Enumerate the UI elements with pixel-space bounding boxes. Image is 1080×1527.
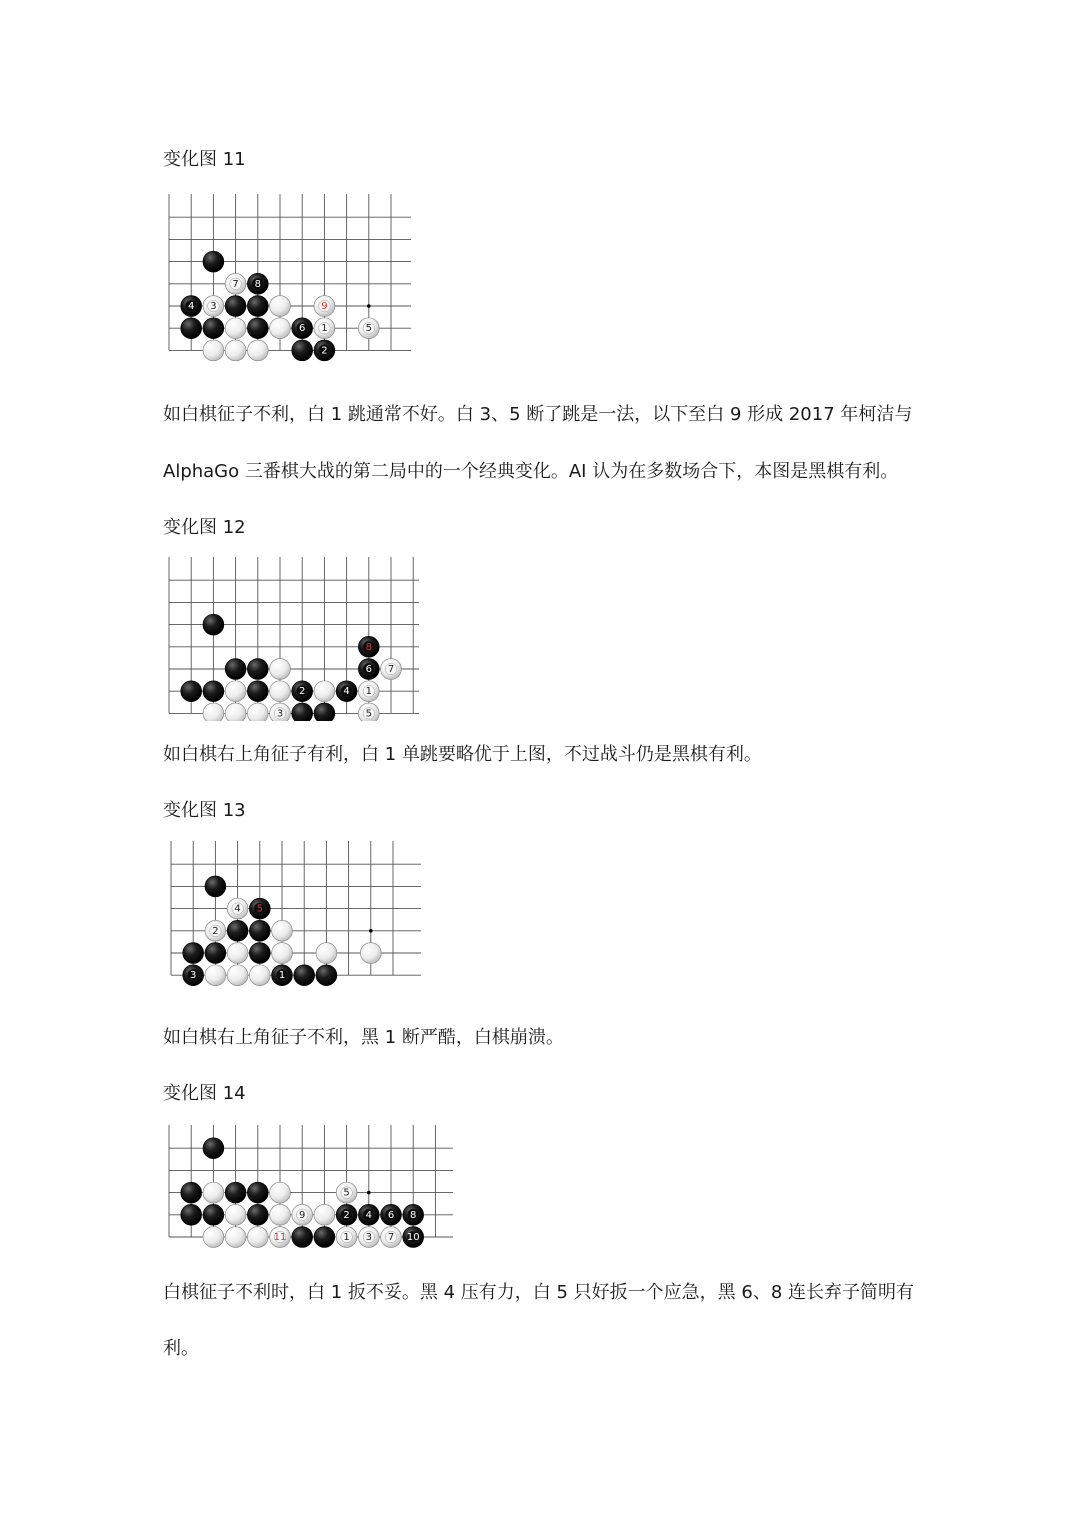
move-number-label: 5: [365, 708, 372, 720]
white-stone: [314, 318, 335, 339]
move-number-label: 1: [343, 1232, 350, 1243]
white-stone: [270, 1227, 291, 1248]
white-stone: [225, 340, 246, 361]
white-stone: [270, 1182, 291, 1203]
black-stone: [336, 681, 357, 702]
black-stone: [183, 943, 204, 964]
black-stone: [403, 1227, 424, 1248]
white-stone: [314, 681, 335, 702]
white-stone: [270, 659, 291, 680]
white-stone: [336, 1182, 357, 1203]
white-stone: [225, 318, 246, 339]
white-stone: [225, 1204, 246, 1225]
white-stone: [203, 1182, 224, 1203]
black-stone: [292, 703, 313, 721]
move-number-label: 2: [343, 1209, 350, 1221]
white-stone: [381, 1227, 402, 1248]
black-stone: [314, 1227, 335, 1248]
black-stone: [249, 943, 270, 964]
white-stone: [203, 703, 224, 721]
move-number-label: 9: [299, 1209, 306, 1221]
move-number-label: 5: [256, 903, 263, 915]
move-number-label: 11: [273, 1232, 287, 1243]
paragraph-line: 利。: [163, 1338, 199, 1359]
paragraph-line: 如白棋征子不利，白 1 跳通常不好。白 3、5 断了跳是一法，以下至白 9 形成 2017 年柯洁与: [163, 404, 913, 425]
black-stone: [247, 296, 268, 317]
white-stone: [227, 943, 248, 964]
white-stone: [358, 681, 379, 702]
go-board-diagram: [170, 841, 422, 1005]
move-number-label: 1: [278, 970, 286, 982]
white-stone: [225, 681, 246, 702]
point-mark: [369, 929, 373, 933]
black-stone: [336, 1204, 357, 1225]
white-stone: [249, 965, 270, 986]
move-number-label: 6: [299, 323, 306, 335]
black-stone: [181, 318, 202, 339]
black-stone: [203, 251, 224, 272]
white-stone: [205, 920, 226, 941]
white-stone: [247, 340, 268, 361]
black-stone: [292, 318, 313, 339]
white-stone: [227, 965, 248, 986]
white-stone: [381, 659, 402, 680]
black-stone: [314, 703, 335, 721]
move-number-label: 4: [343, 686, 350, 698]
figure-title: 变化图 13: [163, 800, 246, 821]
black-stone: [358, 1204, 379, 1225]
black-stone: [272, 965, 293, 986]
white-stone: [270, 296, 291, 317]
black-stone: [247, 273, 268, 294]
black-stone: [181, 296, 202, 317]
white-stone: [314, 1204, 335, 1225]
go-board-diagram: [168, 557, 420, 721]
black-stone: [181, 681, 202, 702]
paragraph-line: 白棋征子不利时，白 1 扳不妥。黑 4 压有力，白 5 只好扳一个应急，黑 6、8 连长弃子简明有: [163, 1282, 915, 1303]
move-number-label: 2: [212, 925, 219, 937]
black-stone: [247, 318, 268, 339]
black-stone: [247, 681, 268, 702]
figure-title: 变化图 12: [163, 517, 246, 538]
white-stone: [225, 273, 246, 294]
move-number-label: 9: [321, 301, 328, 312]
white-stone: [358, 1227, 379, 1248]
black-stone: [247, 1204, 268, 1225]
move-number-label: 2: [321, 345, 328, 357]
black-stone: [249, 898, 270, 919]
move-number-label: 5: [365, 323, 372, 335]
move-number-label: 6: [387, 1209, 395, 1221]
white-stone: [203, 1227, 224, 1248]
black-stone: [181, 1204, 202, 1225]
white-stone: [227, 898, 248, 919]
move-number-label: 5: [343, 1187, 350, 1199]
move-number-label: 6: [365, 664, 372, 675]
black-stone: [225, 296, 246, 317]
black-stone: [203, 614, 224, 635]
black-stone: [294, 965, 315, 986]
move-number-label: 4: [234, 903, 241, 915]
move-number-label: 3: [365, 1232, 372, 1243]
black-stone: [205, 876, 226, 897]
white-stone: [336, 1227, 357, 1248]
white-stone: [272, 943, 293, 964]
move-number-label: 8: [365, 641, 372, 653]
white-stone: [225, 1227, 246, 1248]
go-board-diagram: [168, 194, 412, 374]
move-number-label: 4: [365, 1209, 372, 1221]
black-stone: [292, 681, 313, 702]
move-number-label: 1: [321, 323, 328, 335]
black-stone: [203, 681, 224, 702]
move-number-label: 10: [406, 1232, 420, 1243]
move-number-label: 3: [210, 301, 217, 312]
move-number-label: 1: [365, 686, 372, 698]
move-number-label: 8: [254, 278, 261, 290]
white-stone: [360, 943, 381, 964]
black-stone: [203, 1204, 224, 1225]
paragraph-line: 如白棋右上角征子有利，白 1 单跳要略优于上图，不过战斗仍是黑棋有利。: [163, 744, 762, 765]
move-number-label: 7: [387, 1232, 395, 1243]
white-stone: [203, 296, 224, 317]
white-stone: [316, 943, 337, 964]
white-stone: [247, 703, 268, 721]
move-number-label: 2: [299, 686, 306, 698]
black-stone: [203, 1138, 224, 1159]
black-stone: [225, 1182, 246, 1203]
black-stone: [316, 965, 337, 986]
black-stone: [358, 636, 379, 657]
figure-title: 变化图 11: [163, 149, 246, 170]
white-stone: [272, 920, 293, 941]
move-number-label: 8: [410, 1209, 417, 1221]
black-stone: [203, 318, 224, 339]
white-stone: [270, 318, 291, 339]
white-stone: [225, 703, 246, 721]
black-stone: [358, 659, 379, 680]
move-number-label: 3: [276, 708, 284, 720]
white-stone: [270, 703, 291, 721]
black-stone: [225, 659, 246, 680]
black-stone: [292, 1227, 313, 1248]
white-stone: [314, 296, 335, 317]
black-stone: [183, 965, 204, 986]
white-stone: [270, 681, 291, 702]
black-stone: [247, 1182, 268, 1203]
move-number-label: 7: [387, 664, 395, 675]
white-stone: [358, 703, 379, 721]
go-board-diagram: [168, 1125, 454, 1257]
white-stone: [247, 1227, 268, 1248]
black-stone: [181, 1182, 202, 1203]
black-stone: [247, 659, 268, 680]
point-mark: [367, 304, 371, 308]
move-number-label: 7: [232, 278, 239, 290]
black-stone: [403, 1204, 424, 1225]
point-mark: [367, 1191, 371, 1195]
white-stone: [270, 1204, 291, 1225]
black-stone: [227, 920, 248, 941]
black-stone: [314, 340, 335, 361]
paragraph-line: AlphaGo 三番棋大战的第二局中的一个经典变化。AI 认为在多数场合下，本图是黑棋有利。: [163, 461, 899, 482]
paragraph-line: 如白棋右上角征子不利，黑 1 断严酷，白棋崩溃。: [163, 1027, 564, 1048]
move-number-label: 4: [188, 301, 195, 312]
figure-title: 变化图 14: [163, 1083, 246, 1104]
white-stone: [358, 318, 379, 339]
black-stone: [292, 340, 313, 361]
move-number-label: 3: [190, 970, 197, 982]
black-stone: [205, 943, 226, 964]
white-stone: [203, 340, 224, 361]
black-stone: [249, 920, 270, 941]
black-stone: [381, 1204, 402, 1225]
white-stone: [292, 1204, 313, 1225]
white-stone: [205, 965, 226, 986]
